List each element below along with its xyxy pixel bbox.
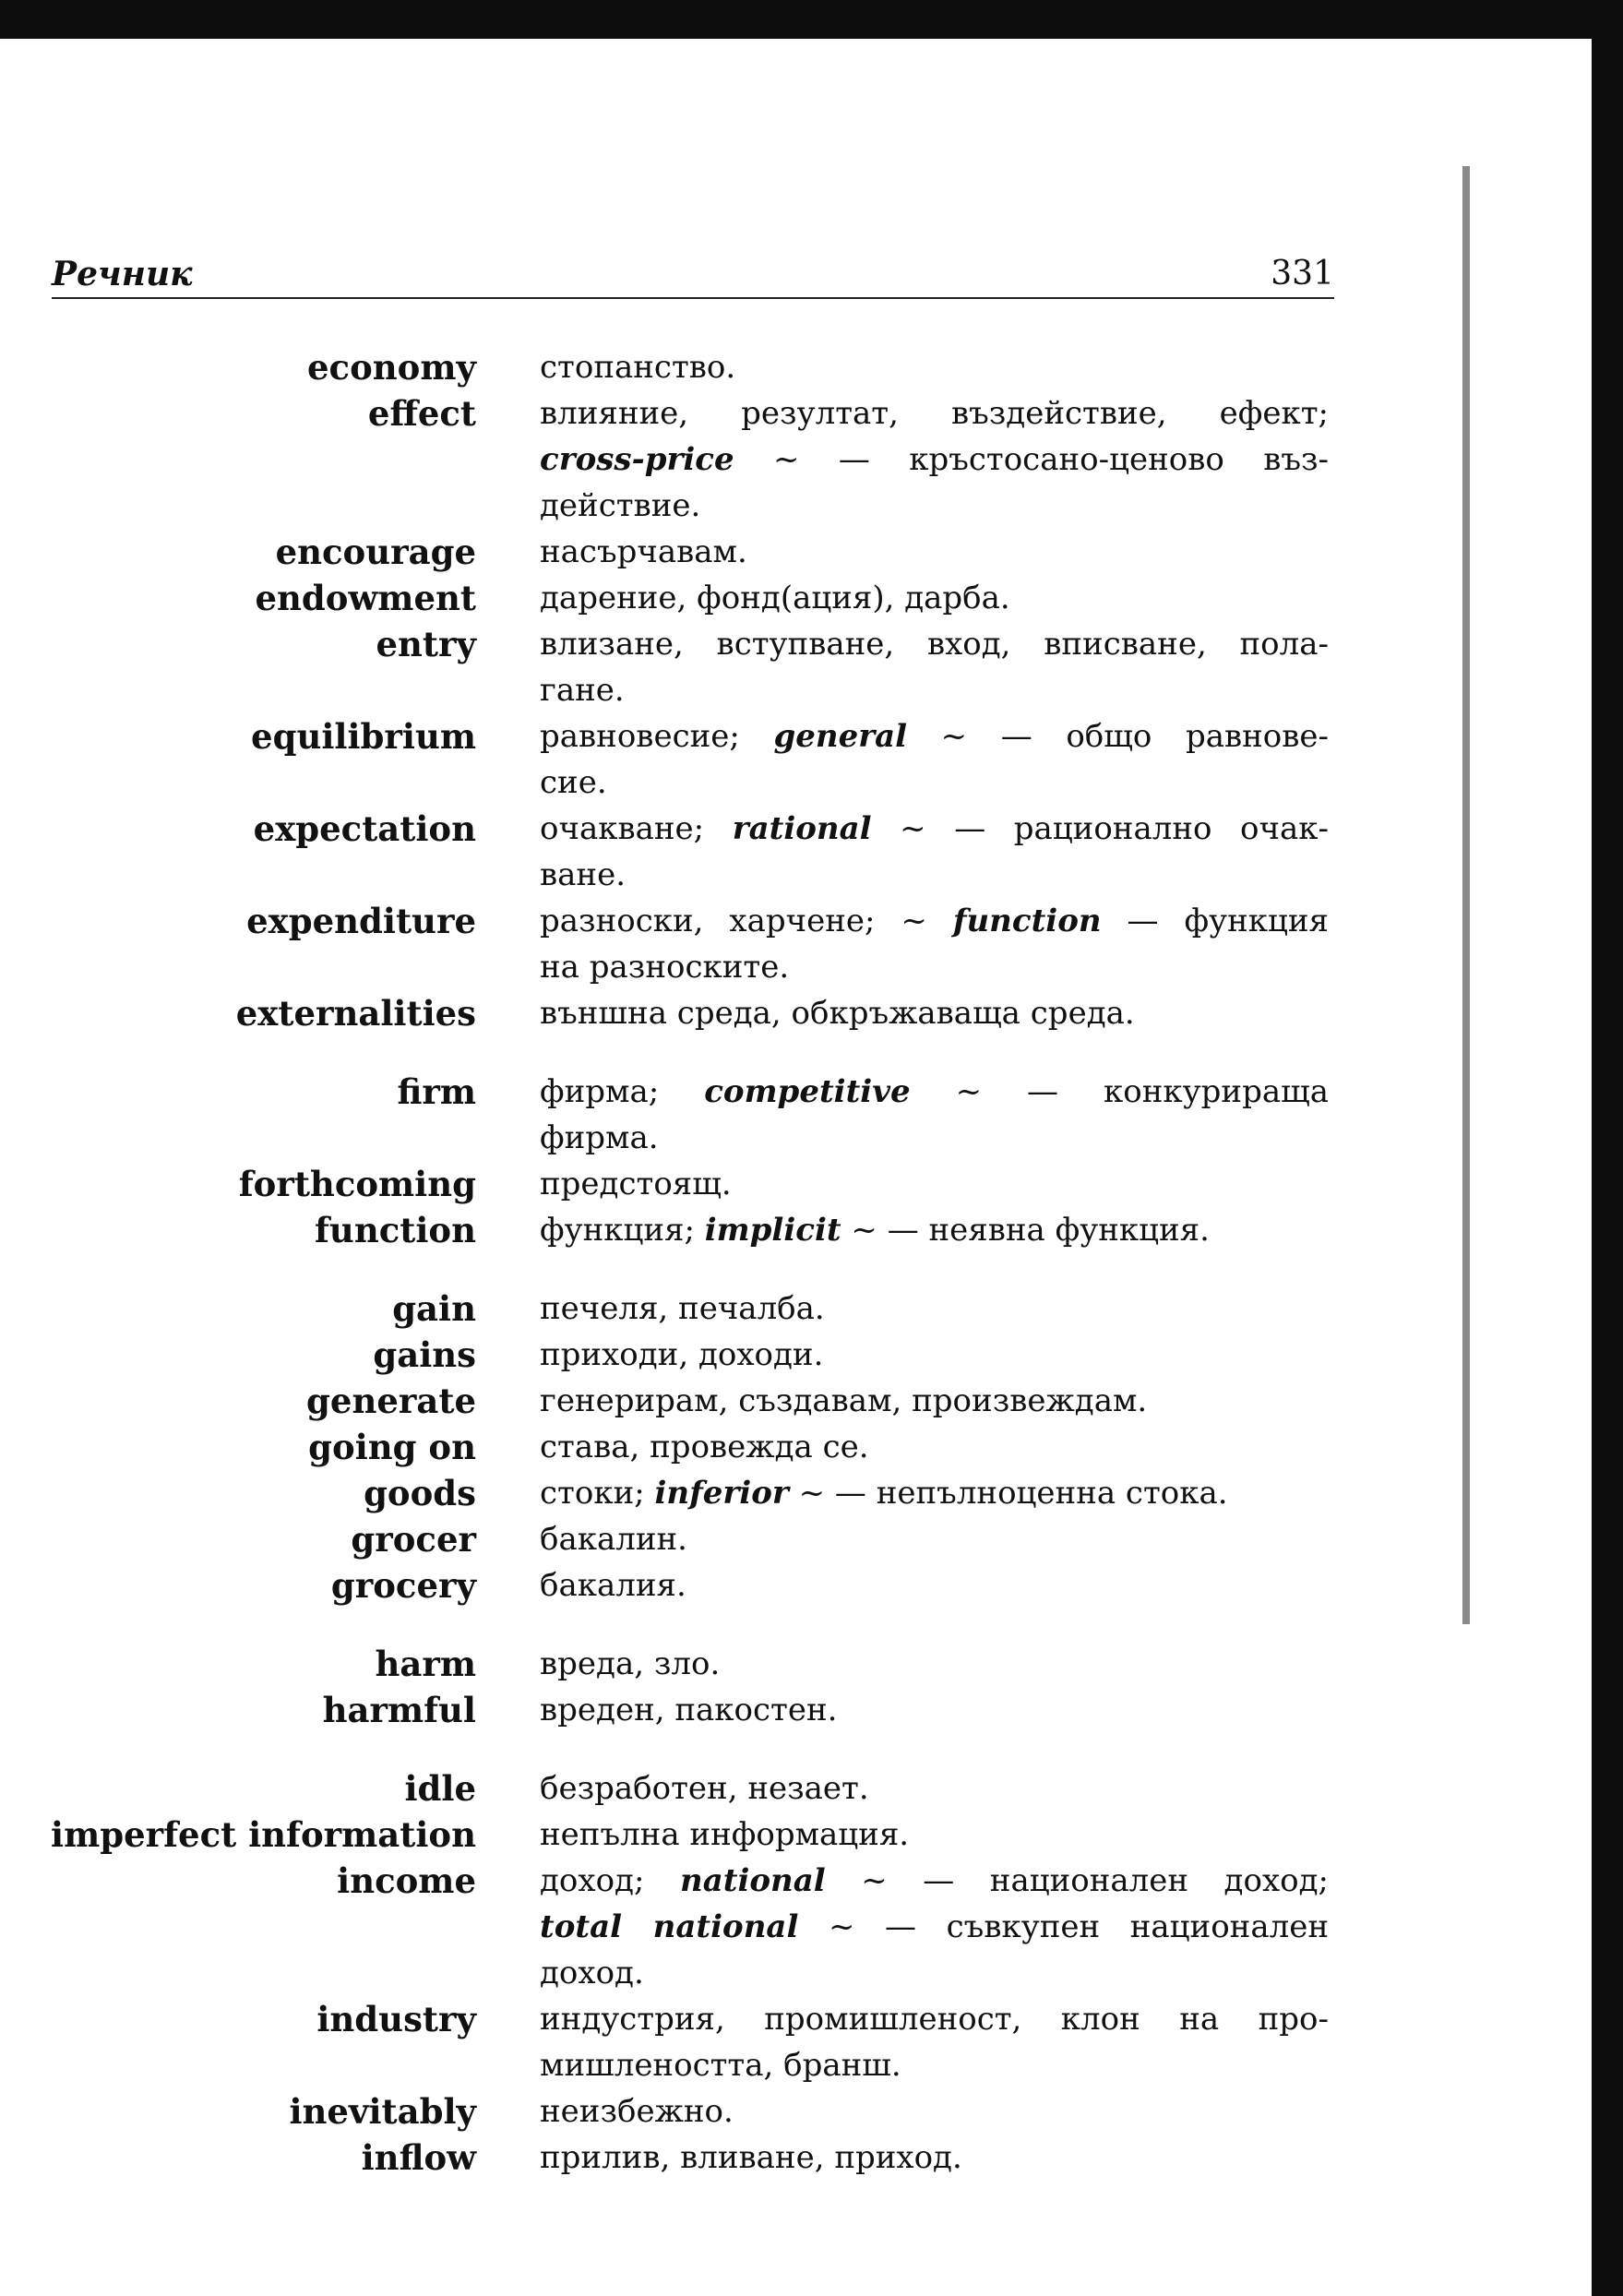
definition-text: бакалия.: [540, 1567, 686, 1604]
definition-text: очакване;: [540, 810, 733, 847]
definition-line: [540, 1470, 1329, 1516]
definition-line: [540, 1562, 1329, 1608]
collocation-term: rational: [732, 810, 872, 847]
definition-text: ~ — национален доход;: [825, 1862, 1329, 1899]
entry-definition: [540, 1812, 1329, 1858]
entry-term: harm: [375, 1644, 476, 1684]
entry-definition: [540, 806, 1329, 898]
definition-text: ~ — конкурираща: [910, 1073, 1329, 1110]
definition-line: [540, 1858, 1329, 1904]
definition-line: [540, 1904, 1329, 1950]
definition-text: печеля, печалба.: [540, 1290, 825, 1327]
entry-term: gains: [373, 1334, 476, 1375]
entry-definition: [540, 1765, 1329, 1812]
definition-line: [540, 852, 1329, 898]
entry-term: economy: [307, 347, 476, 388]
definition-text: фирма;: [540, 1073, 705, 1110]
definition-line: [540, 1641, 1329, 1687]
definition-text: ~ — неявна функция.: [841, 1212, 1210, 1249]
collocation-term: implicit: [704, 1212, 841, 1249]
entry-definition: [540, 344, 1329, 390]
definition-line: [540, 2088, 1329, 2135]
definition-text: безработен, незает.: [540, 1770, 869, 1807]
definition-text: мишлеността, бранш.: [540, 2047, 901, 2084]
running-header: [52, 251, 1334, 299]
entry-definition: [540, 713, 1329, 806]
definition-line: [540, 1424, 1329, 1470]
entry-definition: [540, 1687, 1329, 1733]
definition-line: [540, 759, 1329, 806]
entry-term: income: [337, 1860, 476, 1901]
entry-term: externalities: [235, 993, 476, 1034]
entry-definition: [540, 1332, 1329, 1378]
definition-line: [540, 944, 1329, 990]
entry-term: encourage: [275, 532, 476, 572]
definition-text: прилив, вливане, приход.: [540, 2139, 962, 2176]
entry-definition: [540, 1562, 1329, 1608]
definition-text: на разноските.: [540, 949, 790, 986]
definition-text: ~ — кръстосано-ценово въз-: [734, 441, 1329, 478]
entry-definition: [540, 1207, 1329, 1253]
entry-term: expenditure: [246, 901, 476, 941]
entry-term: inflow: [361, 2137, 476, 2178]
definition-text: предстоящ.: [540, 1166, 732, 1202]
collocation-term: inferior: [654, 1475, 789, 1512]
definition-text: вреден, пакостен.: [540, 1692, 838, 1728]
entry-term: equilibrium: [251, 716, 476, 757]
definition-line: [540, 1812, 1329, 1858]
definition-line: [540, 990, 1329, 1036]
definition-text: насърчавам.: [540, 533, 747, 570]
definition-line: [540, 1378, 1329, 1424]
definition-line: [540, 1286, 1329, 1332]
entry-definition: [540, 898, 1329, 990]
entry-definition: [540, 1286, 1329, 1332]
definition-text: външна среда, обкръжаваща среда.: [540, 995, 1135, 1032]
definition-line: [540, 1332, 1329, 1378]
definition-text: неизбежно.: [540, 2093, 734, 2130]
definition-text: стоки;: [540, 1475, 655, 1512]
definition-line: [540, 1950, 1329, 1996]
definition-line: [540, 806, 1329, 852]
definition-text: индустрия, промишленост, клон на про-: [540, 2001, 1329, 2038]
entry-definition: [540, 1424, 1329, 1470]
entry-term: harmful: [322, 1690, 476, 1730]
entry-definition: [540, 2135, 1329, 2181]
definition-text: разноски, харчене; ~: [540, 903, 953, 939]
definition-text: влизане, вступване, вход, вписване, пола-: [540, 626, 1329, 663]
definition-text: гане.: [540, 672, 625, 709]
entry-definition: [540, 1069, 1329, 1161]
definition-text: равновесие;: [540, 718, 774, 755]
definition-text: дарение, фонд(ация), дарба.: [540, 580, 1010, 616]
definition-text: стопанство.: [540, 349, 736, 386]
entry-definition: [540, 1470, 1329, 1516]
entry-term: firm: [397, 1071, 476, 1112]
definition-line: [540, 1161, 1329, 1207]
entry-definition: [540, 1996, 1329, 2088]
entry-definition: [540, 1378, 1329, 1424]
entry-term: endowment: [255, 578, 476, 618]
definition-line: [540, 1765, 1329, 1812]
entry-term: idle: [404, 1768, 476, 1809]
entry-definition: [540, 575, 1329, 621]
entry-term: entry: [376, 624, 476, 664]
collocation-term: cross-price: [540, 441, 734, 478]
entry-definition: [540, 1641, 1329, 1687]
entry-term: gain: [392, 1288, 476, 1329]
entry-definition: [540, 1858, 1329, 1996]
entry-term: imperfect information: [51, 1814, 476, 1855]
definition-text: непълна информация.: [540, 1816, 910, 1853]
definition-text: ~ — общо равнове-: [907, 718, 1329, 755]
entry-definition: [540, 2088, 1329, 2135]
definition-text: влияние, резултат, въздействие, ефект;: [540, 395, 1329, 432]
entry-definition: [540, 1516, 1329, 1562]
page-number: 331: [1271, 255, 1334, 293]
definition-text: ване.: [540, 856, 627, 893]
definition-line: [540, 1115, 1329, 1161]
definition-line: [540, 667, 1329, 713]
definition-line: [540, 483, 1329, 529]
collocation-term: function: [952, 903, 1102, 939]
entry-term: forthcoming: [238, 1164, 476, 1204]
definition-line: [540, 1069, 1329, 1115]
definition-line: [540, 2042, 1329, 2088]
definition-text: ~ — съвкупен национален: [798, 1908, 1329, 1945]
definition-line: [540, 575, 1329, 621]
definition-text: става, провежда се.: [540, 1429, 869, 1465]
definition-line: [540, 1516, 1329, 1562]
entry-term: function: [315, 1210, 476, 1250]
definition-line: [540, 1996, 1329, 2042]
definition-text: — функция: [1101, 903, 1329, 939]
collocation-term: total national: [540, 1908, 799, 1945]
entry-term: going on: [308, 1427, 476, 1467]
definition-line: [540, 390, 1329, 436]
definition-text: генерирам, създавам, произвеждам.: [540, 1382, 1148, 1419]
entry-definition: [540, 529, 1329, 575]
entry-definition: [540, 621, 1329, 713]
entry-term: inevitably: [289, 2091, 476, 2132]
definition-line: [540, 1207, 1329, 1253]
entry-term: goods: [364, 1473, 476, 1513]
definition-text: доход;: [540, 1862, 680, 1899]
definition-text: приходи, доходи.: [540, 1336, 824, 1373]
definition-text: действие.: [540, 487, 701, 524]
collocation-term: competitive: [704, 1073, 911, 1110]
entry-term: generate: [306, 1381, 476, 1421]
section-title: Речник: [52, 255, 193, 293]
entry-definition: [540, 1161, 1329, 1207]
definition-line: [540, 1687, 1329, 1733]
entry-term: grocery: [330, 1565, 476, 1606]
entry-term: expectation: [253, 808, 476, 849]
entry-definition: [540, 990, 1329, 1036]
definition-text: ~ — рационално очак-: [871, 810, 1329, 847]
definition-text: доход.: [540, 1955, 644, 1991]
definition-text: ~ — непълноценна стока.: [788, 1475, 1228, 1512]
definition-text: бакалин.: [540, 1521, 687, 1558]
definition-text: вреда, зло.: [540, 1645, 721, 1682]
definition-line: [540, 529, 1329, 575]
definition-line: [540, 621, 1329, 667]
entry-term: effect: [367, 393, 476, 434]
definition-line: [540, 2135, 1329, 2181]
collocation-term: general: [773, 718, 908, 755]
entry-term: industry: [316, 1999, 476, 2039]
definition-line: [540, 898, 1329, 944]
entry-definition: [540, 390, 1329, 529]
definition-line: [540, 436, 1329, 483]
definition-text: функция;: [540, 1212, 705, 1249]
entry-term: grocer: [351, 1519, 476, 1560]
definition-line: [540, 713, 1329, 759]
definition-line: [540, 344, 1329, 390]
collocation-term: national: [679, 1862, 826, 1899]
definition-text: фирма.: [540, 1119, 659, 1156]
definition-text: сие.: [540, 764, 607, 801]
